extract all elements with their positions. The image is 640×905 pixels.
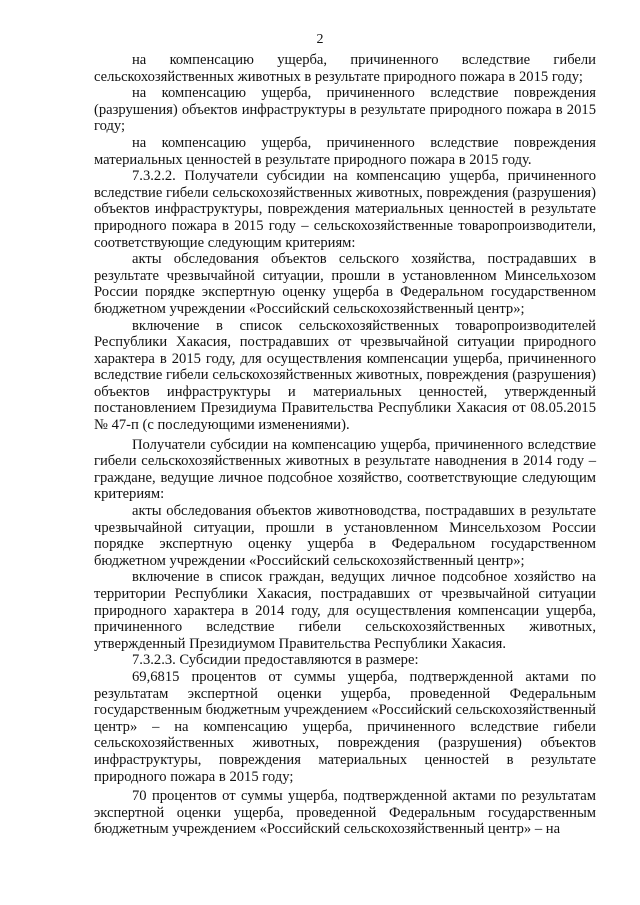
document-body [94, 52, 596, 838]
paragraph: включение в список сельскохозяйственных товаропроизводителей Республики Хакасия, пострадавших от чрезвычайной ситуации природного характера в 2015 году, для осуществления компенсации ущерба, причиненного вследствие гибели сельскохозяйственных животных, повреждения (разрушения) объектов инфраструктуры и материальных ценностей, утвержденный постановлением Президиума Правительства Республики Хакасия от 08.05.2015 № 47-п (с последующими изменениями). [94, 317, 596, 434]
paragraph: 7.3.2.2. Получатели субсидии на компенсацию ущерба, причиненного вследствие гибели сельскохозяйственных животных, повреждения (разрушения) объектов инфраструктуры, повреждения материальных ценностей в результате природного пожара в 2015 году – сельскохозяйственные товаропроизводители, соответствующие следующим критериям: [94, 168, 596, 251]
paragraph: 70 процентов от суммы ущерба, подтвержденной актами по результатам экспертной оценки ущерба, проведенной Федеральным государственным бюджетным учреждением «Российский сельскохозяйственный центр» – на [94, 788, 596, 838]
paragraph: 69,6815 процентов от суммы ущерба, подтвержденной актами по результатам экспертной оценки ущерба, проведенной Федеральным государственным бюджетным учреждением «Российский сельскохозяйственный центр» – на компенсацию ущерба, причиненного вследствие гибели сельскохозяйственных животных, повреждения (разрушения) объектов инфраструктуры, повреждения материальных ценностей в результате природного пожара в 2015 году; [94, 668, 596, 785]
paragraph: на компенсацию ущерба, причиненного вследствие гибели сельскохозяйственных животных в результате природного пожара в 2015 году; [94, 52, 596, 85]
paragraph: включение в список граждан, ведущих личное подсобное хозяйство на территории Республики Хакасия, пострадавших от чрезвычайной ситуации природного характера в 2014 году, для осуществления компенсации ущерба, причиненного вследствие гибели сельскохозяйственных животных, утвержденный Президиумом Правительства Республики Хакасия. [94, 569, 596, 652]
page-number: 2 [316, 32, 324, 47]
paragraph: на компенсацию ущерба, причиненного вследствие повреждения (разрушения) объектов инфраструктуры в результате природного пожара в 2015 году; [94, 85, 596, 135]
paragraph: Получатели субсидии на компенсацию ущерба, причиненного вследствие гибели сельскохозяйственных животных в результате наводнения в 2014 году – граждане, ведущие личное подсобное хозяйство, соответствующие следующим критериям: [94, 436, 596, 503]
paragraph: 7.3.2.3. Субсидии предоставляются в размере: [132, 652, 419, 669]
paragraph: акты обследования объектов животноводства, пострадавших в результате чрезвычайной ситуации, прошли в установленном Минсельхозом России порядке экспертную оценку ущерба в Федеральном государственном бюджетном учреждении «Российский сельскохозяйственный центр»; [94, 503, 596, 569]
paragraph: на компенсацию ущерба, причиненного вследствие повреждения материальных ценностей в результате природного пожара в 2015 году. [94, 134, 596, 168]
paragraph: акты обследования объектов сельского хозяйства, пострадавших в результате чрезвычайной ситуации, прошли в установленном Минсельхозом России порядке экспертную оценку ущерба в Федеральном государственном бюджетном учреждении «Российский сельскохозяйственный центр»; [94, 251, 596, 317]
